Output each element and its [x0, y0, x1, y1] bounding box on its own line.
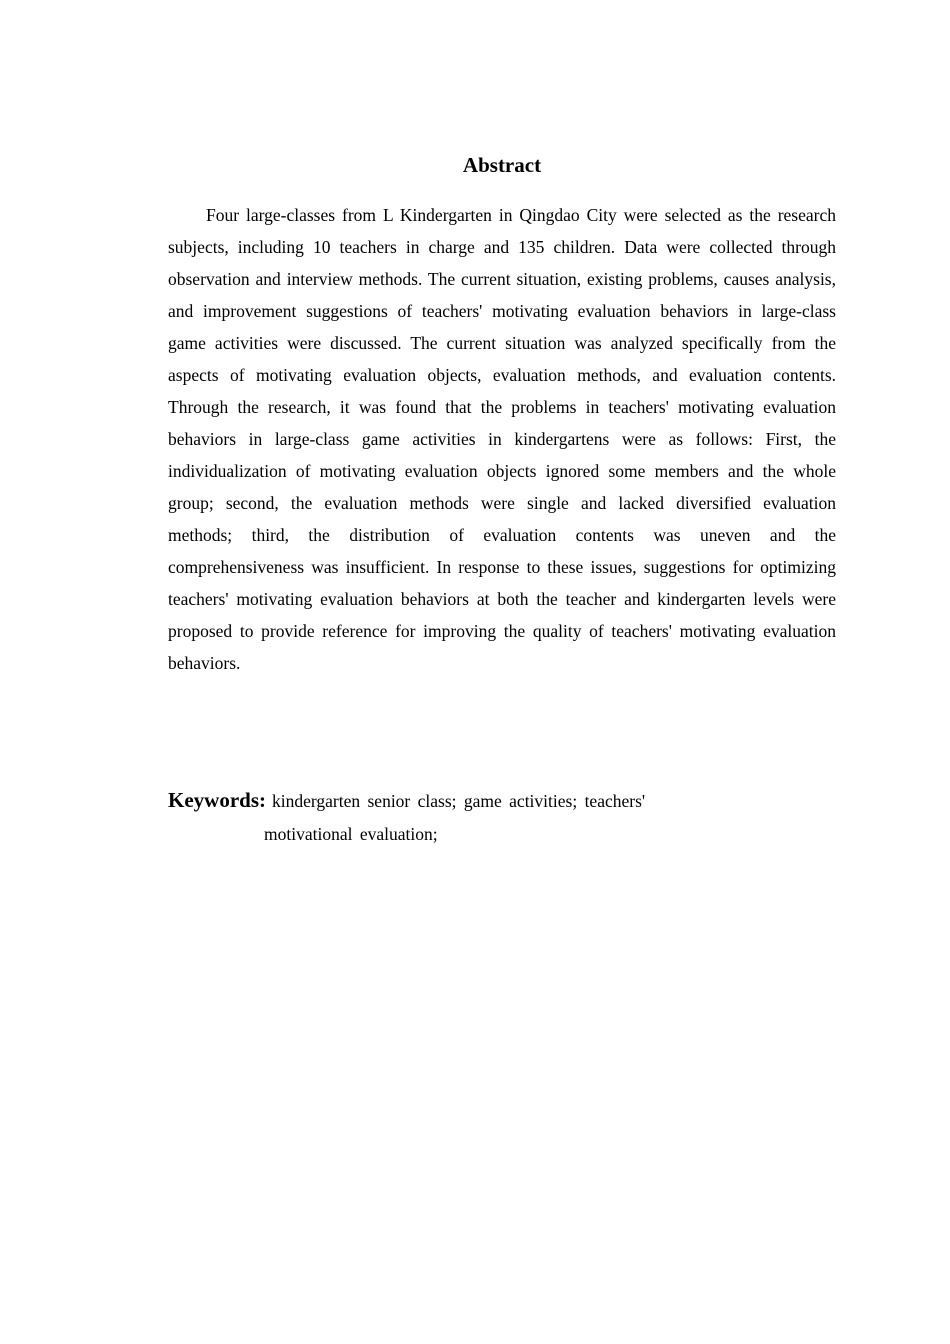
keywords-section [168, 784, 708, 851]
keywords-label: Keywords: [168, 788, 266, 812]
abstract-title: Abstract [462, 153, 542, 177]
keywords-text: kindergarten senior class; game activities; teachers' motivational evaluation; [264, 791, 646, 844]
abstract-body: Four large-classes from L Kindergarten in Qingdao City were selected as the research subjects, including 10 teachers in charge and 135 children. Data were collected through observation and interview methods. The current situation, existing problems, causes analysis, and improvement suggestions of teachers' motivating evaluation behaviors in large-class game activities were discussed. The current situation was analyzed specifically from the aspects of motivating evaluation objects, evaluation methods, and evaluation contents. Through the research, it was found that the problems in teachers' motivating evaluation behaviors in large-class game activities in kindergartens were as follows: First, the individualization of motivating evaluation objects ignored some members and the whole group; second, the evaluation methods were single and lacked diversified evaluation methods; third, the distribution of evaluation contents was uneven and the comprehensiveness was insufficient. In response to these issues, suggestions for optimizing teachers' motivating evaluation behaviors at both the teacher and kindergarten levels were proposed to provide reference for improving the quality of teachers' motivating evaluation behaviors. [168, 205, 836, 673]
